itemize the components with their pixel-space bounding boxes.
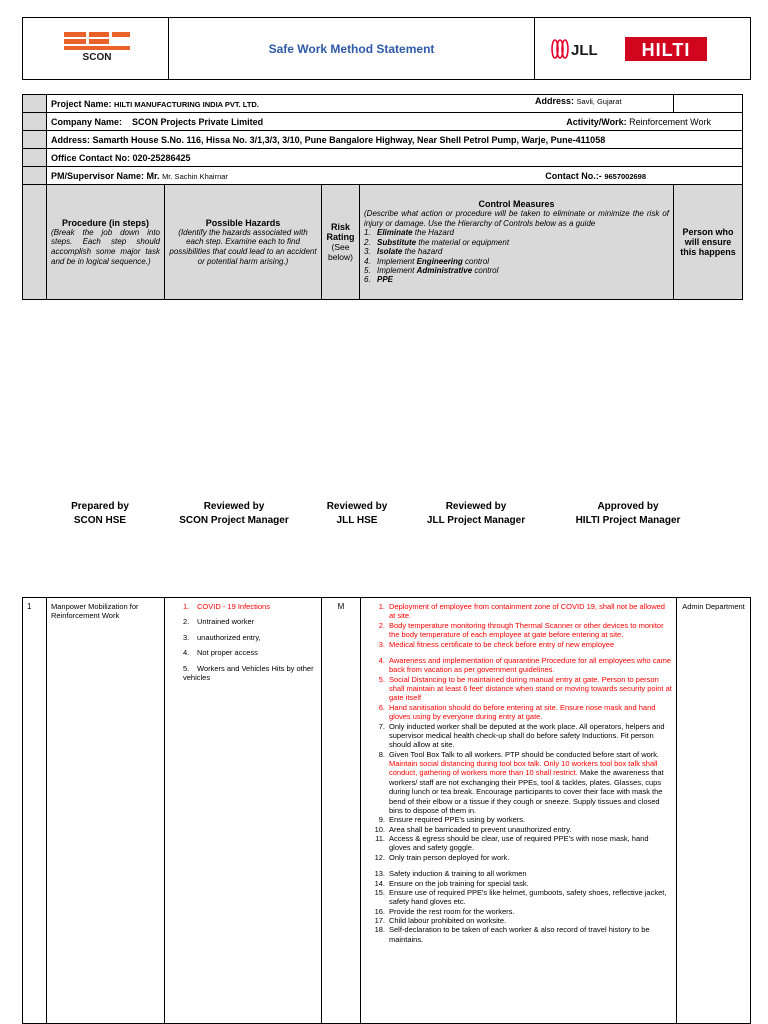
address-label: Address: Savli, Gujarat [535, 96, 622, 106]
control-text-plain: Self-declaration to be taken of each worker & also record of travel history to be maintains. [389, 925, 650, 944]
scon-logo [61, 30, 133, 62]
hierarchy-item [364, 247, 669, 256]
hierarchy-pre: Implement [377, 256, 417, 266]
hazard-item [183, 664, 317, 683]
control-text-red: Medical fitness certificate to be check before entry of new employee [389, 639, 615, 649]
scon-logo-cell [23, 18, 169, 80]
hierarchy-number: 2. [364, 237, 371, 247]
svg-text:HILTI: HILTI [641, 39, 691, 60]
jll-logo [549, 36, 611, 62]
col-risk: Risk Rating (See below) [322, 185, 360, 300]
svg-text:SCON: SCON [82, 52, 112, 62]
control-measures-list [365, 602, 672, 944]
hierarchy-item [364, 257, 669, 266]
col-control: Control Measures (Describe what action or procedure will be taken to eliminate or minimize the risk of injury or damage. Use the Hierarchy of Controls below as a guide 1. Eliminate the Hazard 2. Substitute the material or equipment 3. Isolate the hazard 4. Implement Engineering control 5. Implement Administrative control 6. PPE [360, 185, 674, 300]
control-item [371, 722, 672, 750]
control-text [389, 853, 672, 862]
address-cell [674, 95, 743, 113]
control-text [389, 825, 672, 834]
control-text-plain: Safety induction & training to all workmen [389, 869, 527, 879]
pm-row: PM/Supervisor Name: Mr. Mr. Sachin Khairnar Contact No.:- 9657002698 [47, 167, 743, 185]
hazard-item [183, 617, 317, 626]
control-item [371, 640, 672, 649]
gutter-cell [23, 95, 47, 113]
control-text [389, 834, 672, 853]
hazard-number: 5. [183, 663, 190, 673]
hazard-number: 1. [183, 602, 190, 611]
hierarchy-post: control [462, 256, 490, 266]
control-item [371, 888, 672, 907]
control-item [371, 602, 672, 621]
sign-prepared-scon-hse: Prepared by SCON HSE [71, 501, 129, 526]
control-text [389, 750, 672, 816]
hierarchy-number: 1. [364, 228, 371, 238]
hierarchy-keyword: Eliminate [377, 228, 413, 238]
control-text-plain: Ensure use of required PPE's like helmet, gumboots, safety shoes, reflective jacket, safety hand gloves etc. [389, 887, 667, 907]
office-contact-row: Office Contact No: 020-25286425 [47, 149, 743, 167]
control-number: 16. [374, 906, 385, 916]
hilti-logo [625, 36, 707, 62]
control-text-plain: Make the awareness that workers/ staff are not exchanging their PPEs, tool & tackles, plates. Glasses, cups during lunch or tea break. Encourage participants to cover their face with mask the bend of their elbow or a tissue if they cough or sneeze. Supply tissues and closed bins to dispose of them in. [389, 768, 664, 815]
project-info-table [22, 94, 743, 300]
control-number: 17. [374, 916, 385, 925]
hazard-text: unauthorized entry, [197, 632, 261, 642]
client-logos-cell [535, 18, 751, 80]
control-text-plain: Provide the rest room for the workers. [389, 906, 515, 916]
control-item [371, 703, 672, 722]
col-procedure: Procedure (in steps) (Break the job down into steps. Each step should accomplish some major task and be in logical sequence.) [47, 185, 165, 300]
hierarchy-of-controls-list [364, 228, 669, 285]
control-number: 5. [378, 674, 385, 684]
hierarchy-item [364, 238, 669, 247]
control-text-red: Body temperature monitoring through Thermal Scanner or other devices to monitor the body temperature of each employee at gate before entering at site. [389, 620, 664, 640]
hierarchy-keyword: PPE [377, 275, 394, 285]
hierarchy-item [364, 275, 669, 284]
control-item [371, 656, 672, 675]
control-number: 4. [378, 655, 385, 665]
control-text [389, 722, 672, 750]
control-number: 3. [378, 639, 385, 649]
control-number: 13. [374, 869, 385, 879]
hierarchy-number: 3. [364, 247, 371, 257]
hierarchy-post: control [472, 266, 499, 276]
table-row [23, 598, 751, 1024]
control-item [371, 916, 672, 925]
hierarchy-item [364, 228, 669, 237]
control-number: 9. [378, 815, 385, 825]
control-number: 11. [375, 834, 385, 843]
control-item [371, 925, 672, 944]
control-text [389, 621, 672, 640]
control-text-red: Deployment of employee from containment zone of COVID 19, shall not be allowed at site. [389, 602, 665, 621]
control-text-red: Social Distancing to be maintained during manual entry at gate. Person to person shall maintain at least 6 feet' distance when stand or moving towards security point at gate itself [389, 674, 672, 703]
col-person: Person who will ensure this happens [674, 185, 743, 300]
control-number: 14. [374, 878, 385, 888]
header-table [22, 17, 751, 80]
control-text [389, 879, 672, 888]
hierarchy-number: 6. [364, 275, 371, 285]
control-item [371, 907, 672, 916]
control-number: 2. [378, 620, 385, 630]
sign-approved-hilti-pm: Approved by HILTI Project Manager [575, 501, 681, 526]
sign-reviewed-scon-pm: Reviewed by SCON Project Manager [179, 501, 289, 526]
step-number: 1 [23, 598, 47, 1024]
hazards-list [169, 602, 317, 682]
hazard-item [183, 648, 317, 657]
hazard-text: COVID - 19 Infections [197, 602, 270, 611]
control-number: 12. [374, 852, 385, 862]
sign-reviewed-jll-hse: Reviewed by JLL HSE [326, 501, 388, 526]
control-text-red: Awareness and implementation of quarantine Procedure for all employees who came back from vacation as per government guidelines. [389, 655, 672, 675]
hierarchy-item [364, 266, 669, 275]
control-text-plain: Area shall be barricaded to prevent unauthorized entry. [389, 824, 572, 834]
control-text [389, 925, 672, 944]
control-text-plain: Given Tool Box Talk to all workers. PTP should be conducted before start of work. [389, 749, 660, 759]
control-text-red: Maintain social distancing during tool box talk. Only 10 workers tool box talk shall conduct, gathering of workers more than 10 shall restrict. [389, 759, 658, 778]
full-address-row: Address: Samarth House S.No. 116, Hissa No. 3/1,3/3, 3/10, Pune Bangalore Highway, Near Shell Petrol Pump, Warje, Pune-411058 [47, 131, 743, 149]
control-item [371, 879, 672, 888]
control-text-plain: Only inducted worker shall be deputed at the work place. All operators, helpers and supervisor medical health check-up shall do before safety Inductions. Fit person should allow at site. [389, 721, 665, 750]
control-text [389, 656, 672, 675]
control-text [389, 640, 672, 649]
hierarchy-keyword: Engineering [416, 256, 463, 266]
control-item [371, 853, 672, 862]
swms-steps-table [22, 597, 751, 1024]
control-text [389, 916, 672, 925]
control-text-plain: Access & egress should be clear, use of required PPE's with nose mask, hand gloves and safety goggle. [389, 834, 649, 853]
hazard-text: Untrained worker [197, 617, 255, 627]
control-text-plain: Ensure on the job training for special task. [389, 878, 529, 888]
hazard-number: 3. [183, 632, 190, 642]
hazard-item [183, 633, 317, 642]
control-item [371, 825, 672, 834]
control-text [389, 907, 672, 916]
hazard-number: 2. [183, 617, 190, 627]
control-text-plain: Ensure required PPE's using by workers. [389, 815, 526, 825]
hazard-text: Not proper access [197, 648, 258, 658]
control-text [389, 869, 672, 878]
project-name-row: Project Name: HILTI MANUFACTURING INDIA PVT. LTD. [47, 95, 674, 113]
hazard-text: Workers and Vehicles Hits by other vehicles [183, 663, 314, 682]
control-item [371, 834, 672, 853]
control-item [371, 621, 672, 640]
control-text-plain: Only train person deployed for work. [389, 852, 510, 862]
control-number: 8. [378, 749, 385, 759]
step-hazards [165, 598, 322, 1024]
svg-text:JLL: JLL [571, 41, 598, 59]
control-text [389, 888, 672, 907]
control-number: 18. [374, 925, 385, 935]
control-text-red: Hand sanitisation should do before entering at site. Ensure nose mask and hand gloves using by everyone during entry at gate. [389, 702, 656, 722]
hierarchy-keyword: Isolate [377, 247, 403, 257]
hierarchy-post: the hazard [402, 247, 443, 257]
step-risk-rating: M [322, 598, 361, 1024]
hierarchy-number: 4. [364, 256, 371, 266]
control-number: 7. [378, 721, 385, 731]
control-text-plain: Child labour prohibited on worksite. [389, 916, 507, 925]
col-hazards: Possible Hazards (Identify the hazards associated with each step. Examine each to find possibilities that could lead to an accident or potential harm arising.) [165, 185, 322, 300]
hierarchy-keyword: Substitute [377, 237, 417, 247]
hierarchy-keyword: Administrative [416, 266, 473, 276]
control-text [389, 675, 672, 703]
hierarchy-number: 5. [364, 266, 371, 276]
sign-reviewed-jll-pm: Reviewed by JLL Project Manager [426, 501, 526, 526]
company-row: Company Name: SCON Projects Private Limited Activity/Work: Reinforcement Work [47, 113, 743, 131]
control-text [389, 703, 672, 722]
control-item [371, 750, 672, 816]
hierarchy-post: the material or equipment [416, 237, 510, 247]
hierarchy-pre: Implement [377, 266, 417, 276]
control-number: 6. [378, 702, 385, 712]
control-number: 10. [374, 824, 385, 834]
hazard-item [183, 602, 317, 611]
step-procedure: Manpower Mobilization for Reinforcement Work [47, 598, 165, 1024]
control-item [371, 869, 672, 878]
control-number: 1. [378, 602, 385, 611]
control-number: 15. [374, 887, 385, 897]
control-text [389, 815, 672, 824]
page-title: Safe Work Method Statement [169, 18, 535, 80]
hierarchy-post: the Hazard [412, 228, 454, 238]
control-item [371, 815, 672, 824]
control-text [389, 602, 672, 621]
step-control-measures [361, 598, 677, 1024]
control-item [371, 675, 672, 703]
hazard-number: 4. [183, 648, 190, 658]
step-person: Admin Department [677, 598, 751, 1024]
